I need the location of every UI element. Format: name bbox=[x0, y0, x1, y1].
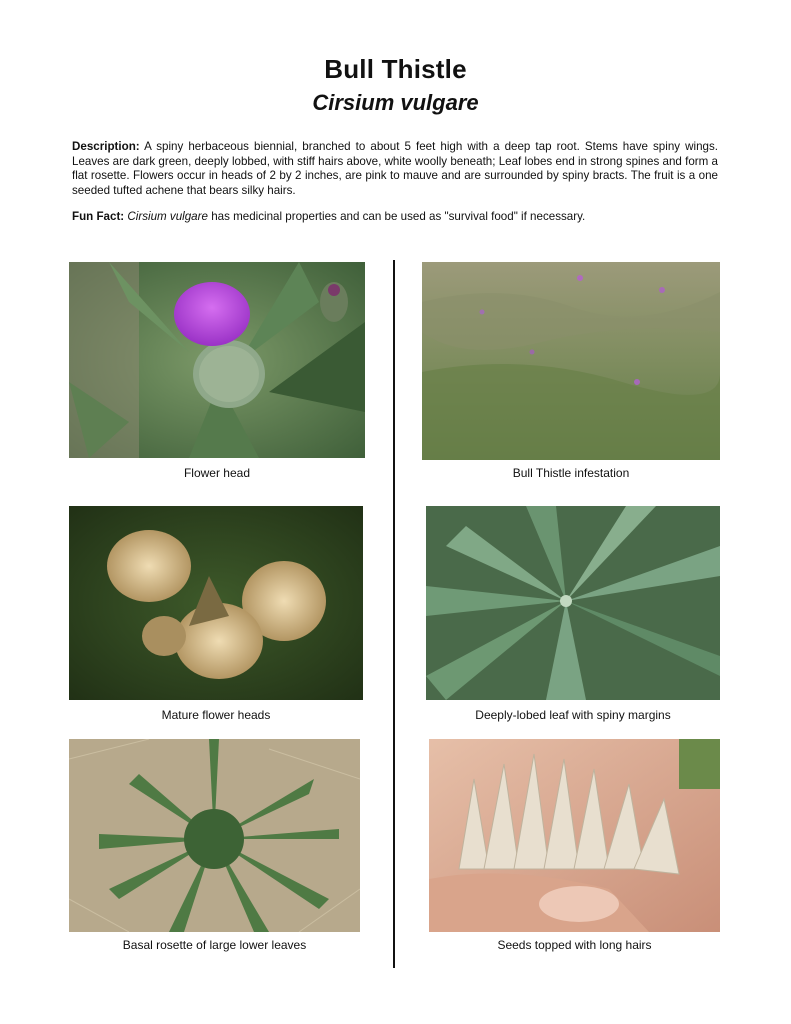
lobed-leaf-photo bbox=[426, 506, 720, 700]
description-text: A spiny herbaceous biennial, branched to about 5 feet high with a deep tap root. Stems have spiny wings. Leaves are dark green, deeply lobbed, with stiff hairs above, white woolly beneath; Leaf lobes end in strong spines and form a flat rosette. Flowers occur in heads of 2 by 2 inches, are pink to mauve and are surrounded by spiny bracts. The fruit is a one seeded tufted achene that bears silky hairs. bbox=[72, 140, 718, 197]
basal-rosette-photo bbox=[69, 739, 360, 932]
fun-fact-paragraph bbox=[72, 210, 718, 225]
fun-fact-species: Cirsium vulgare bbox=[127, 210, 208, 223]
description-label: Description: bbox=[72, 140, 140, 153]
infestation-photo bbox=[422, 262, 720, 460]
flower-head-photo bbox=[69, 262, 365, 458]
photo-caption: Basal rosette of large lower leaves bbox=[122, 938, 307, 952]
fun-fact-text: has medicinal properties and can be used as "survival food" if necessary. bbox=[211, 210, 586, 223]
photo-caption: Bull Thistle infestation bbox=[512, 466, 630, 480]
description-paragraph bbox=[72, 140, 718, 198]
scientific-name: Cirsium vulgare bbox=[312, 90, 479, 115]
page-title: Bull Thistle bbox=[324, 54, 467, 84]
fun-fact-label: Fun Fact: bbox=[72, 210, 125, 223]
photo-caption: Deeply-lobed leaf with spiny margins bbox=[475, 708, 671, 722]
photo-caption: Flower head bbox=[183, 466, 251, 480]
photo-caption: Mature flower heads bbox=[161, 708, 271, 722]
mature-flower-heads-photo bbox=[69, 506, 363, 700]
photo-caption: Seeds topped with long hairs bbox=[497, 938, 652, 952]
seeds-photo bbox=[429, 739, 720, 932]
column-divider bbox=[393, 260, 395, 968]
